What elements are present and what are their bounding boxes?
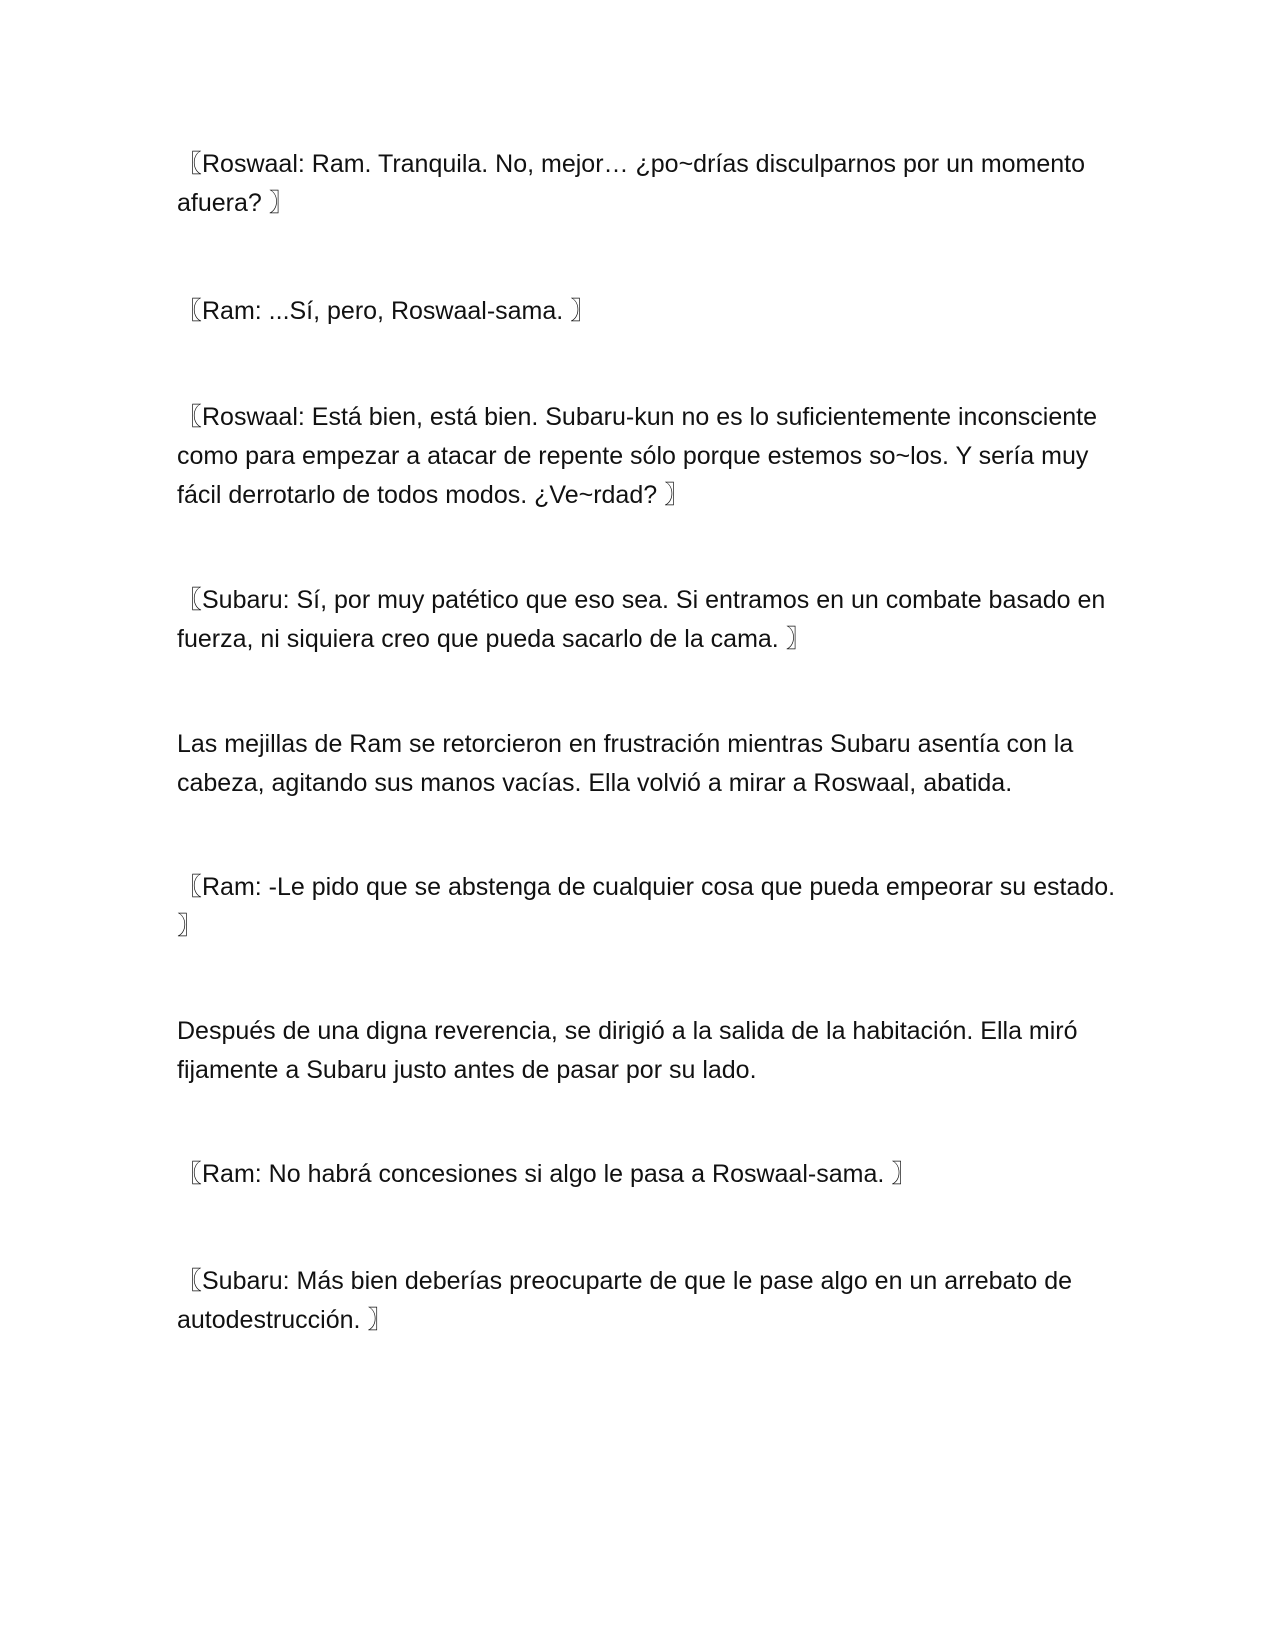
dialogue-subaru-1: 〖Subaru: Sí, por muy patético que eso sea. Si entramos en un combate basado en fuerza, ni siquiera creo que pueda sacarlo de la cama. 〗 — [177, 586, 1106, 653]
narration-paragraph-1: Las mejillas de Ram se retorcieron en frustración mientras Subaru asentía con la cabeza, agitando sus manos vacías. Ella volvió a mirar a Roswaal, abatida. — [177, 730, 1074, 797]
narration-paragraph-2: Después de una digna reverencia, se dirigió a la salida de la habitación. Ella miró fijamente a Subaru justo antes de pasar por su lado. — [177, 1017, 1078, 1084]
dialogue-ram-2: 〖Ram: -Le pido que se abstenga de cualquier cosa que pueda empeorar su estado. 〗 — [177, 873, 1116, 940]
dialogue-ram-1: 〖Ram: ...Sí, pero, Roswaal-sama. 〗 — [177, 297, 596, 325]
dialogue-ram-3: 〖Ram: No habrá concesiones si algo le pasa a Roswaal-sama. 〗 — [177, 1160, 917, 1188]
dialogue-roswaal-1: 〖Roswaal: Ram. Tranquila. No, mejor… ¿po~drías disculparnos por un momento afuera? 〗 — [177, 150, 1086, 217]
dialogue-roswaal-2: 〖Roswaal: Está bien, está bien. Subaru-kun no es lo suficientemente inconsciente como para empezar a atacar de repente sólo porque estemos so~los. Y sería muy fácil derrotarlo de todos modos. ¿Ve~rdad? 〗 — [177, 403, 1097, 509]
dialogue-subaru-2: 〖Subaru: Más bien deberías preocuparte de que le pase algo en un arrebato de autodestrucción. 〗 — [177, 1267, 1073, 1334]
